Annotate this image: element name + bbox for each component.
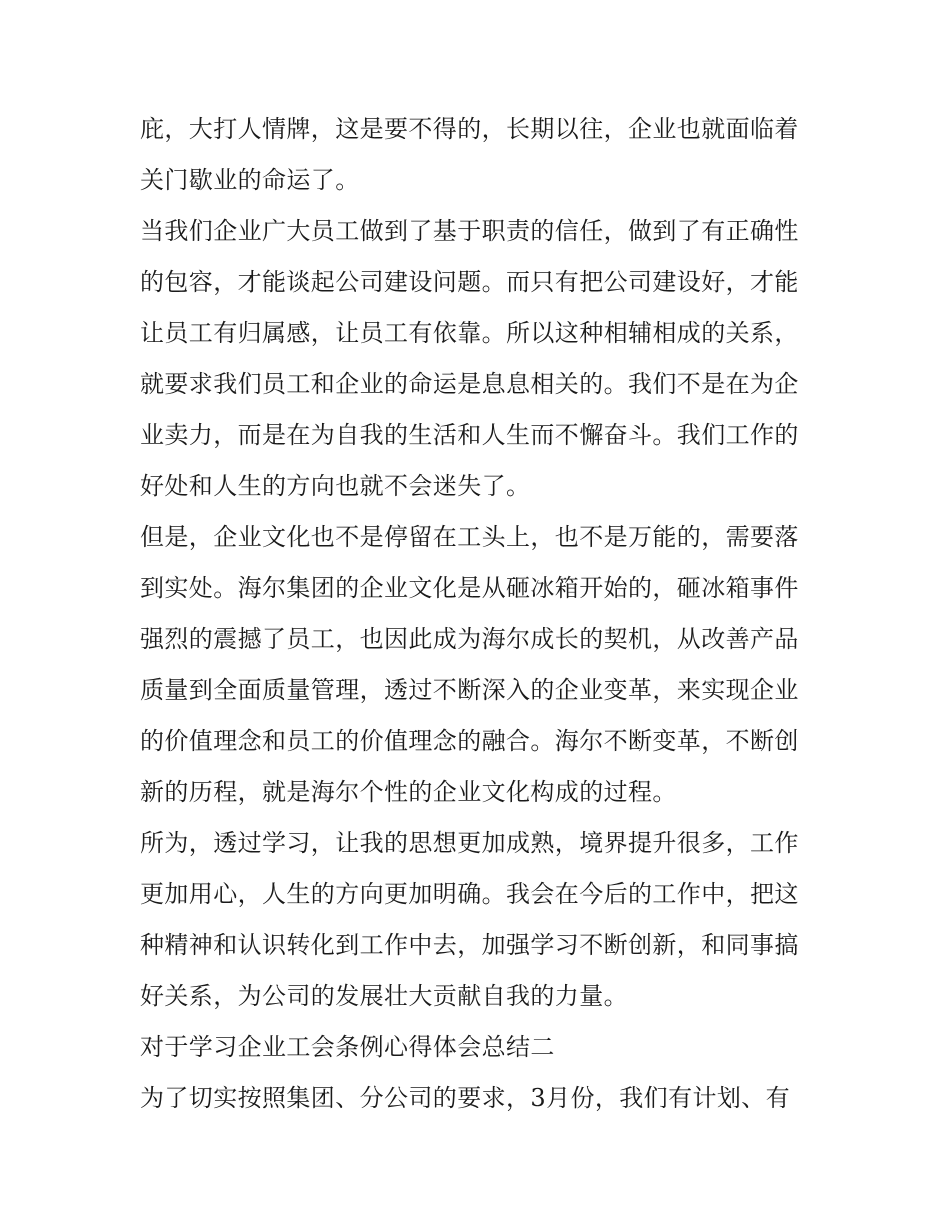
paragraph-3: 但是，企业文化也不是停留在工头上，也不是万能的，需要落 到实处。海尔集团的企业文化是从砸冰箱开始的，砸冰箱事件 强烈的震撼了员工，也因此成为海尔成长的契机，从改善产品 质量到全面质量管理，透过不断深入的企业变革，来实现企业 的价值理念和员工的价值理念的融合。海尔不断变革，不断创 新的历程，就是海尔个性的企业文化构成的过程。 <box>140 523 799 806</box>
paragraph-5: 为了切实按照集团、分公司的要求，3月份，我们有计划、有 <box>140 1084 791 1112</box>
paragraph-4: 所为，透过学习，让我的思想更加成熟，境界提升很多，工作 更加用心，人生的方向更加明确。我会在今后的工作中，把这 种精神和认识转化到工作中去，加强学习不断创新，和同事搞 好关系，为公司的发展壮大贡献自我的力量。 <box>140 829 799 1010</box>
paragraph-1: 庇，大打人情牌，这是要不得的，长期以往，企业也就面临着 关门歇业的命运了。 <box>140 115 799 194</box>
document-body <box>140 104 820 1124</box>
section-heading: 对于学习企业工会条例心得体会总结二 <box>140 1033 555 1061</box>
paragraph-2: 当我们企业广大员工做到了基于职责的信任，做到了有正确性 的包容，才能谈起公司建设问题。而只有把公司建设好，才能 让员工有归属感，让员工有依靠。所以这种相辅相成的关系， 就要求我们员工和企业的命运是息息相关的。我们不是在为企 业卖力，而是在为自我的生活和人生而不懈奋斗。我们工作的 好处和人生的方向也就不会迷失了。 <box>140 217 799 500</box>
